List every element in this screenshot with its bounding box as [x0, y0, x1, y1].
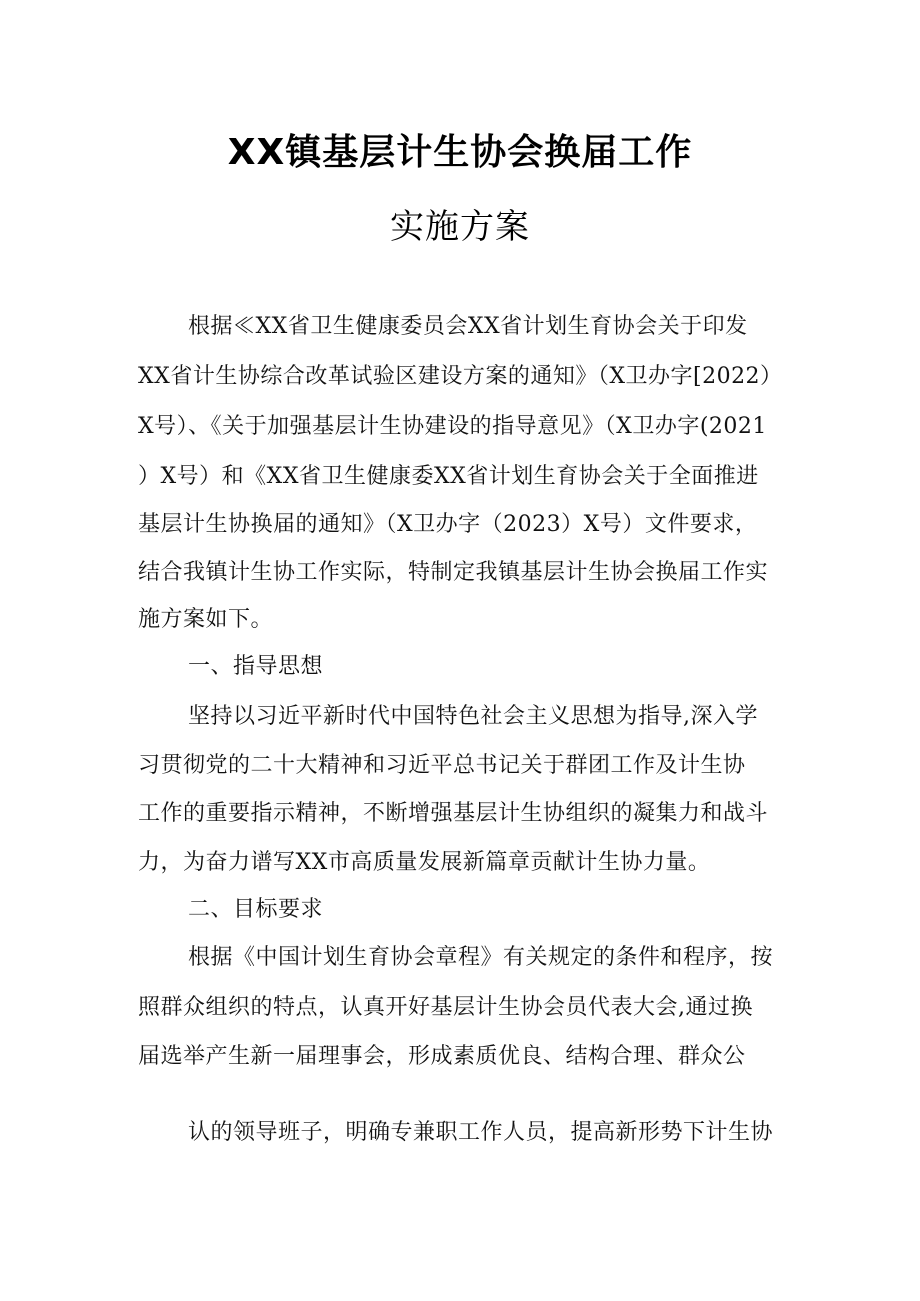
document-subtitle: 实施方案 [390, 207, 530, 247]
body-line-3: X号）、《关于加强基层计生协建设的指导意见》（X卫办字(2021 [138, 414, 767, 439]
body-line-15: 认的领导班子，明确专兼职工作人员，提高新形势下计生协 [188, 1120, 774, 1145]
body-line-14: 届选举产生新一届理事会，形成素质优良、结构合理、群众公 [138, 1044, 746, 1069]
body-line-13: 照群众组织的特点，认真开好基层计生协会员代表大会,通过换 [138, 995, 753, 1020]
body-line-7: 施方案如下。 [138, 607, 274, 632]
body-line-2: XX省计生协综合改革试验区建设方案的通知》（X卫办字[2022） [138, 364, 783, 389]
body-line-11: 力，为奋力谱写XX市高质量发展新篇章贡献计生协力量。 [138, 850, 711, 875]
section-heading-2: 二、目标要求 [188, 897, 324, 922]
body-line-1: 根据≪XX省卫生健康委员会XX省计划生育协会关于印发 [188, 314, 748, 339]
section-heading-1: 一、指导思想 [188, 654, 324, 679]
body-line-8: 坚持以习近平新时代中国特色社会主义思想为指导,深入学 [188, 704, 758, 729]
body-line-9: 习贯彻党的二十大精神和习近平总书记关于群团工作及计生协 [138, 753, 746, 778]
body-line-5: 基层计生协换届的通知》（X卫办字（2023）X号）文件要求， [138, 512, 758, 537]
body-line-6: 结合我镇计生协工作实际，特制定我镇基层计生协会换届工作实 [138, 560, 769, 585]
body-line-12: 根据《中国计划生育协会章程》有关规定的条件和程序，按 [188, 945, 774, 970]
body-line-10: 工作的重要指示精神，不断增强基层计生协组织的凝集力和战斗 [138, 801, 769, 826]
document-title: XX镇基层计生协会换届工作 [227, 132, 693, 173]
body-line-4: ）X号）和《XX省卫生健康委XX省计划生育协会关于全面推进 [138, 464, 759, 489]
